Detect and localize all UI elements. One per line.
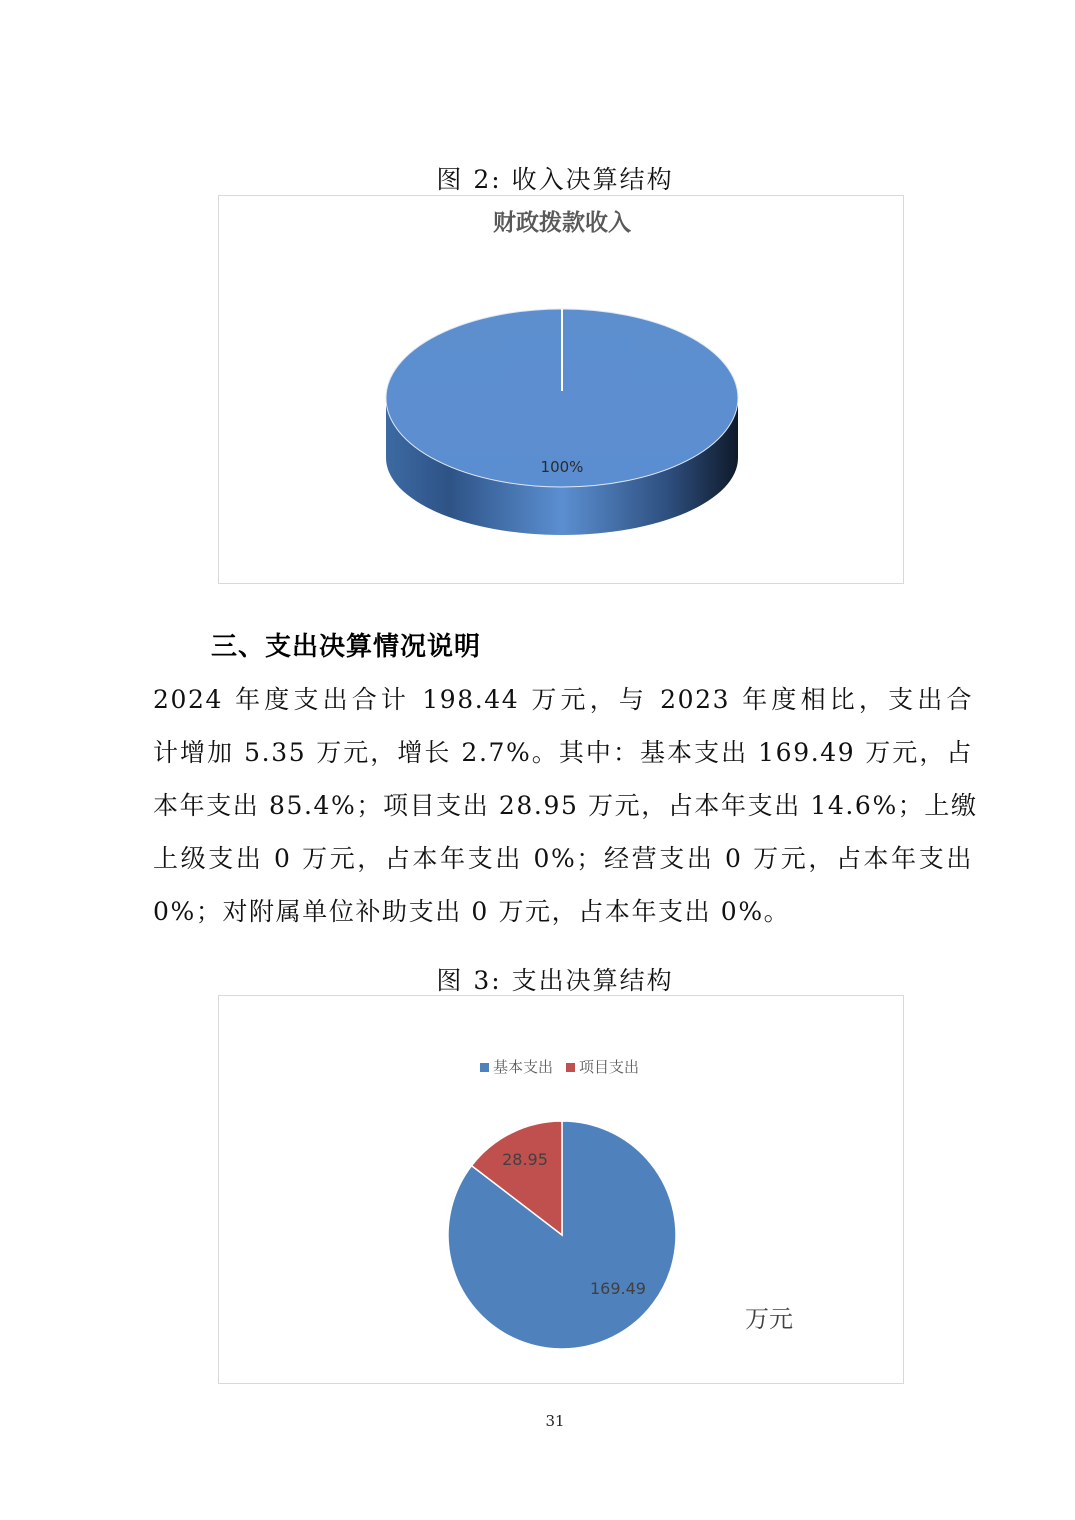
figure3-pie-svg bbox=[219, 996, 905, 1385]
data-label-basic: 169.49 bbox=[590, 1279, 646, 1298]
figure3-caption: 图 3: 支出决算结构 bbox=[436, 966, 674, 995]
paragraph-line-3: 本年支出 85.4%；项目支出 28.95 万元，占本年支出 14.6%；上缴 bbox=[153, 791, 978, 820]
unit-label: 万元 bbox=[745, 1305, 793, 1333]
paragraph-line-1: 2024 年度支出合计 198.44 万元，与 2023 年度相比，支出合 bbox=[153, 685, 973, 714]
figure2-data-label: 100% bbox=[540, 458, 584, 476]
figure2-chart-title: 财政拨款收入 bbox=[493, 210, 631, 236]
figure3-pie-slices bbox=[448, 1121, 676, 1349]
figure3-chart bbox=[218, 995, 904, 1384]
paragraph-line-5: 0%；对附属单位补助支出 0 万元，占本年支出 0%。 bbox=[153, 897, 791, 926]
figure2-pie-svg bbox=[219, 196, 905, 585]
legend-swatch-basic bbox=[480, 1063, 489, 1072]
data-label-project: 28.95 bbox=[502, 1150, 548, 1169]
legend-label-basic: 基本支出 bbox=[493, 1058, 554, 1076]
page-number: 31 bbox=[545, 1412, 565, 1430]
section-heading: 三、支出决算情况说明 bbox=[211, 632, 482, 662]
legend-swatch-project bbox=[566, 1063, 575, 1072]
paragraph-line-4: 上级支出 0 万元，占本年支出 0%；经营支出 0 万元，占本年支出 bbox=[153, 844, 973, 873]
legend-label-project: 项目支出 bbox=[579, 1058, 640, 1076]
figure2-chart bbox=[218, 195, 904, 584]
figure2-caption: 图 2: 收入决算结构 bbox=[436, 165, 674, 194]
paragraph-line-2: 计增加 5.35 万元，增长 2.7%。其中：基本支出 169.49 万元，占 bbox=[153, 738, 973, 767]
